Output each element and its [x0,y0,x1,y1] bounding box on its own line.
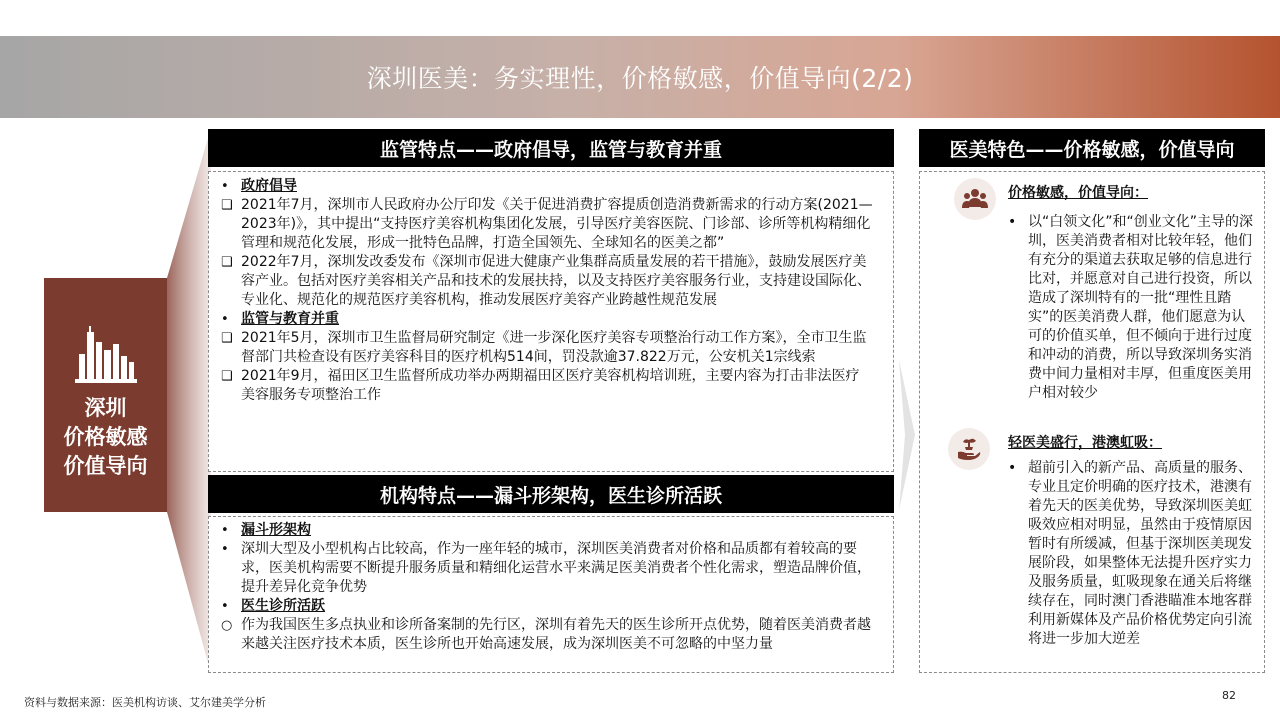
page-title: 深圳医美：务实理性，价格敏感，价值导向(2/2) [366,64,914,93]
list-item: • 监管与教育并重 [213,310,873,329]
feature-title-light: 轻医美盛行，港澳虹吸： [1008,435,1162,451]
subheading: 医生诊所活跃 [241,598,325,614]
list-item: • 医生诊所活跃 [213,597,873,616]
feature-title-price: 价格敏感，价值导向： [1008,185,1148,201]
feature-body-light: • 超前引入的新产品、高质量的服务、专业且定价明确的医疗技术，港澳有着先天的医美优势，导致深圳医美虹吸效应相对明显，虽然由于疫情原因暂时有所缓减，但基于深圳医美现发展阶段，如果整体无法提升医疗实力及服务质量，虹吸现象在通关后将继续存在，同时澳门香港瞄准本地客群利用新媒体及产品价格优势定向引流将进一步加大逆差 [1008,460,1252,647]
badge-line1: 深圳 [84,396,127,420]
subheading: 监管与教育并重 [241,311,339,327]
title-banner [0,36,1280,118]
city-badge [44,278,167,512]
list-item: • 政府倡导 [213,177,873,196]
list-item: ❑ 2021年7月，深圳市人民政府办公厅印发《关于促进消费扩容提质创造消费新需求的行动方案(2021—2023年)》，其中提出“支持医疗美容机构集团化发展，引导医疗美容医院、门诊部、诊所等机构精细化管理和规范化发展，形成一批特色品牌，打造全国领先、全球知名的医美之都” [221,197,873,251]
subheading: 政府倡导 [241,178,297,194]
badge-line2: 价格敏感 [63,425,148,449]
funnel-connector [167,128,211,674]
page-number: 82 [1222,689,1236,702]
institution-heading: 机构特点——漏斗形架构，医生诊所活跃 [208,475,894,513]
institution-panel [208,516,894,673]
skyline-icon [73,324,139,384]
subheading: 漏斗形架构 [241,522,311,538]
list-item: • 漏斗形架构 [213,521,873,540]
people-group-icon [954,178,996,220]
badge-text [64,394,148,481]
list-item: ❑ 2021年5月，深圳市卫生监督局研究制定《进一步深化医疗美容专项整治行动工作方案》，全市卫生监督部门共检查设有医疗美容科目的医疗机构514间，罚没款逾37.822万元，公安机关1宗线索 [221,330,867,365]
chevron-right-icon [897,360,917,510]
feature-body-price: • 以“白领文化”和“创业文化”主导的深圳，医美消费者相对比较年轻，他们有充分的渠道去获取足够的信息进行比对，并愿意对自己进行投资，所以造成了深圳特有的一批“理性且踏实”的医美消费人群，他们愿意为认可的价值买单，但不倾向于进行过度和冲动的消费，所以导致深圳务实消费中间力量相对丰厚，但重度医美用户相对较少 [1008,214,1254,401]
regulation-panel [208,171,894,472]
list-item: ○ 作为我国医生多点执业和诊所备案制的先行区，深圳有着先天的医生诊所开点优势，随着医美消费者越来越关注医疗技术本质，医生诊所也开始高速发展，成为深圳医美不可忽略的中坚力量 [221,617,871,652]
list-item: ❑ 2021年9月，福田区卫生监督所成功举办两期福田区医疗美容机构培训班，主要内容为打击非法医疗美容服务专项整治工作 [221,368,860,403]
regulation-heading: 监管特点——政府倡导，监管与教育并重 [208,129,894,167]
source-note: 资料与数据来源：医美机构访谈、艾尔建美学分析 [24,696,266,709]
list-item: ❑ 2022年7月，深圳发改委发布《深圳市促进大健康产业集群高质量发展的若干措施》，鼓励发展医疗美容产业。包括对医疗美容相关产品和技术的发展扶持，以及支持医疗美容服务行业，支持建设国际化、专业化、规范化的规范医疗美容机构，推动发展医疗美容产业跨越性规范发展 [221,254,871,308]
list-item: • 深圳大型及小型机构占比较高，作为一座年轻的城市，深圳医美消费者对价格和品质都有着较高的要求，医美机构需要不断提升服务质量和精细化运营水平来满足医美消费者个性化需求，塑造品牌价值，提升差异化竞争优势 [221,541,871,595]
badge-line3: 价值导向 [63,454,148,478]
features-heading: 医美特色——价格敏感，价值导向 [919,129,1265,167]
hand-plant-icon [948,428,990,470]
